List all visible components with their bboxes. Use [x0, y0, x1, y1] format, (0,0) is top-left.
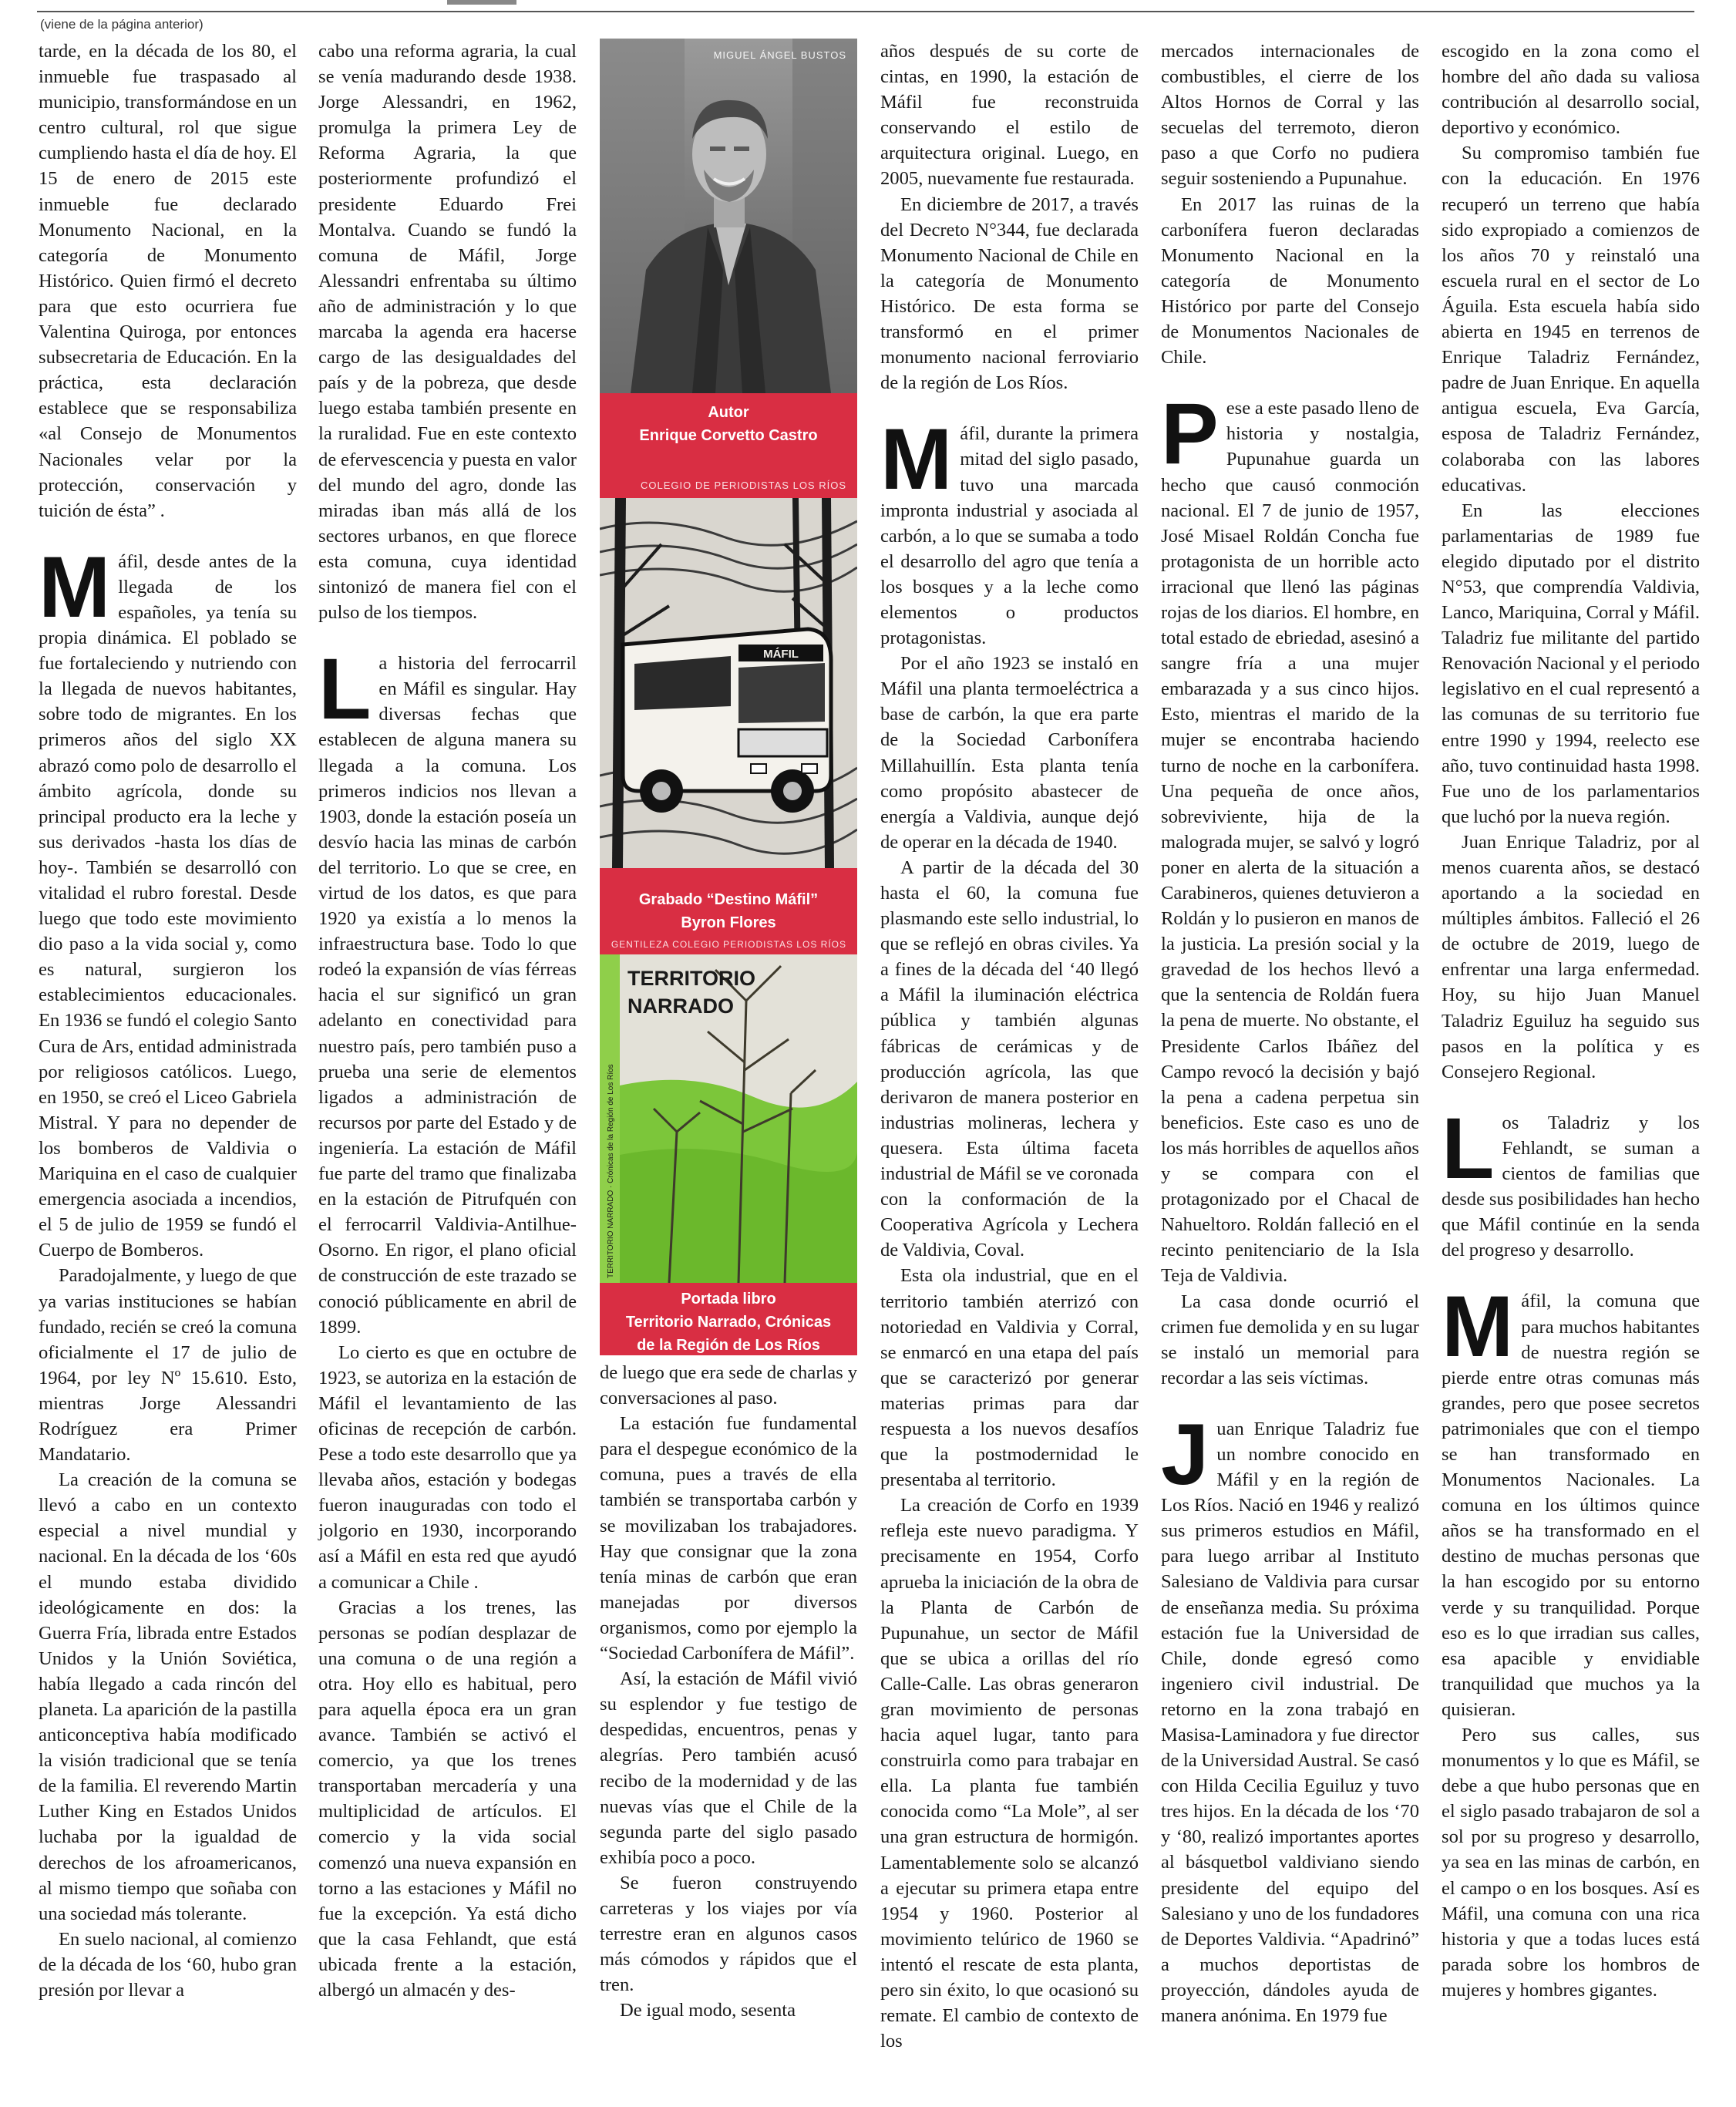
paragraph-text: Se fueron construyendo carreteras y los viajes por vía terrestre eran en algunos casos más cómodos y rápidos que el tren.	[600, 1872, 857, 1996]
paragraph-text: En 2017 las ruinas de la carbonífera fueron declaradas Monumento Nacional en la categoría de Monumento Histórico por parte del Consejo de Monumentos Nacionales de Chile.	[1161, 194, 1419, 369]
image-sidebar	[600, 39, 857, 1355]
book-caption-line-3: de la Región de Los Ríos	[637, 1337, 820, 1354]
paragraph	[1442, 1722, 1700, 2003]
paragraph-text: Así, la estación de Máfil vivió su esplendor y fue testigo de despedidas, encuentros, penas y alegrías. Pero también acusó recibo de la modernidad y de las nuevas vías que el Chile de la segunda parte del siglo pasado exhibía poco a poco.	[600, 1668, 857, 1868]
paragraph-text: Esta ola industrial, que en el territorio también aterrizó con notoriedad en Valdivia y Corral, se enmarcó en una etapa del país que se caracterizó por generar materias primas para dar respuesta a los nuevos desafíos que la postmodernidad le presentaba al territorio.	[880, 1265, 1139, 1491]
drop-cap: M	[1442, 1278, 1514, 1375]
paragraph	[318, 1595, 577, 2004]
paragraph-text: áfil, durante la primera mitad del siglo pasado, tuvo una marcada impronta industrial y asociada al carbón, a lo que se sumaba a todo el desarrollo del agro que tenía a los bosques y a la leche como elementos o productos protagonistas.	[880, 423, 1139, 649]
author-caption-line-1: Autor	[708, 404, 749, 421]
paragraph	[880, 39, 1139, 192]
paragraph-text: De igual modo, sesenta	[620, 2000, 796, 2021]
photo-credit: MIGUEL ÁNGEL BUSTOS	[713, 49, 846, 61]
paragraph	[39, 39, 297, 523]
book-cover	[600, 954, 857, 1283]
paragraph	[600, 1870, 857, 1998]
paragraph-text: ese a este pasado lleno de historia y nostalgia, Pupunahue guarda un hecho que causó conmoción nacional. El 7 de junio de 1957, José Misael Roldán Concha fue protagonista de un horrible acto irracional que llenó las páginas rojas de los diarios. El hombre, en total estado de ebriedad, asesinó a sangre fría a una mujer embarazada y a sus cinco hijos. Esto, mientras el marido de la mujer se encontraba haciendo turno de noche en la carbonífera. Una pequeña de once años, sobreviviente, hija de la malograda mujer, se salvó y logró poner en alerta de la situación a Carabineros, quienes detuvieron a Roldán y lo pusieron en manos de la justicia. La presión social y la gravedad de los hechos llevó a que la sentencia de Roldán fuera la pena de muerte. No obstante, el Presidente Carlos Ibáñez del Campo revocó la decisión y bajó la pena a cadena perpetua sin beneficios. Este caso es uno de los más horribles de aquellos años y se compara con el protagonizado por el Chacal de Nahueltoro. Roldán falleció en el recinto penitenciario de la Isla Teja de Valdivia.	[1161, 398, 1419, 1287]
engraving-caption	[600, 888, 857, 934]
engraving-credit: COLEGIO DE PERIODISTAS LOS RÍOS	[641, 480, 846, 491]
bus-engraving-image	[600, 498, 857, 868]
book-caption-line-2: Territorio Narrado, Crónicas	[625, 1314, 832, 1331]
paragraph	[318, 641, 577, 1340]
paragraph	[39, 538, 297, 1264]
paragraph-text: Gracias a los trenes, las personas se podían desplazar de una comuna o de una región a otra. Hoy ello es habitual, pero para aquella época era un gran avance. También se activó el comercio, ya que los trenes transportaban mercadería y una multiplicidad de artículos. El comercio y la vida social comenzó una nueva expansión en torno a las estaciones y Máfil no fue la excepción. Ya está dicho que la casa Fehlandt, que está ubicada frente a la estación, albergó un almacén y des-	[318, 1597, 577, 2001]
paragraph-text: de luego que era sede de charlas y conversaciones al paso.	[600, 1362, 857, 1409]
paragraph-text: escogido en la zona como el hombre del año dada su valiosa contribución al desarrollo social, deportivo y económico.	[1442, 41, 1700, 139]
paragraph-text: La casa donde ocurrió el crimen fue demolida y en su lugar se instaló un memorial para recordar a las seis víctimas.	[1161, 1291, 1419, 1388]
paragraph-text: Su compromiso también fue con la educación. En 1976 recuperó un terreno que había sido expropiado a comienzos de los años 70 y reinstaló una escuela rural en el sector de Lo Águila. Esta escuela había sido abierta en 1945 en terrenos de Enrique Taladriz Fernández, padre de Juan Enrique. En aquella antigua escuela, Eva García, esposa de Taladriz Fernández, colaboraba con las labores educativas.	[1442, 143, 1700, 496]
paragraph-text: a historia del ferrocarril en Máfil es singular. Hay diversas fechas que establecen de alguna manera su llegada a la comuna. Los primeros indicios nos llevan a 1903, donde la estación poseía un desvío hacia las minas de carbón del territorio. Lo que se cree, en virtud de los datos, es que para 1920 ya existía a lo menos la infraestructura base. Todo lo que rodeó la expansión de vías férreas hacia el sur significó un gran adelanto en conectividad para nuestro país, pero también puso a prueba una serie de elementos ligados a administración de recursos por parte del Estado y de ingeniería. La estación de Máfil fue parte del tramo que finalizaba en la estación de Pitrufquén con el ferrocarril Valdivia-Antilhue-Osorno. En rigor, el plano oficial de construcción de este trazado se conoció públicamente en abril de 1899.	[318, 653, 577, 1338]
drop-cap: L	[318, 641, 372, 738]
book-caption-line-1: Portada libro	[681, 1291, 776, 1308]
book-spine-text: TERRITORIO NARRADO · Crónicas de la Región de Los Ríos	[607, 1064, 615, 1278]
paragraph	[880, 651, 1139, 855]
paragraph-text: cabo una reforma agraria, la cual se venía madurando desde 1938. Jorge Alessandri, en 1962, promulga la primera Ley de Reforma Agraria, la que posteriormente profundizó el presidente Eduardo Frei Montalva. Cuando se fundó la comuna de Máfil, Jorge Alessandri enfrentaba su último año de administración y lo que marcaba la agenda era hacerse cargo de las desigualdades del país y de la pobreza, que desde luego estaba también presente en la ruralidad. Fue en este contexto de efervescencia y puesta en valor del mundo del agro, donde las miradas iban más allá de los sectores urbanos, en que florece esta comuna, cuya identidad sintonizó de manera fiel con el pulso de los tiempos.	[318, 41, 577, 624]
column-6	[1442, 39, 1700, 2003]
author-caption-line-2: Enrique Corvetto Castro	[639, 427, 818, 444]
paragraph	[600, 1360, 857, 1411]
paragraph	[880, 855, 1139, 1264]
book-title-line-1: TERRITORIO	[627, 967, 756, 990]
author-caption	[600, 401, 857, 447]
drop-cap: P	[1161, 385, 1219, 483]
engraving-image	[600, 498, 857, 868]
column-3	[600, 1360, 857, 2023]
book-title-line-2: NARRADO	[627, 995, 734, 1018]
book-caption	[600, 1287, 857, 1357]
bus-sign: MÁFIL	[763, 648, 799, 661]
author-portrait-image	[600, 39, 857, 393]
paragraph	[1442, 498, 1700, 830]
paragraph-text: Pero sus calles, sus monumentos y lo que es Máfil, se debe a que hubo personas que en el siglo pasado trabajaron de sol a sol por su progreso y desarrollo, ya sea en las minas de carbón, en el campo o en los bosques. Así es Máfil, una comuna con una rica historia y que a todas luces está parada sobre los hombros de mujeres y hombres gigantes.	[1442, 1725, 1700, 2001]
paragraph	[1442, 39, 1700, 140]
engraving-caption-line-2: Byron Flores	[681, 914, 776, 931]
author-photo	[600, 39, 857, 393]
book-credit: GENTILEZA COLEGIO PERIODISTAS LOS RÍOS	[611, 939, 846, 950]
paragraph-text: En las elecciones parlamentarias de 1989 fue elegido diputado por el distrito N°53, que comprendía Valdivia, Lanco, Mariquina, Corral y Máfil. Taladriz fue militante del partido Renovación Nacional y el periodo legislativo en el cual representó a las comunas de su territorio fue entre 1990 y 1994, reelecto ese año, tuvo continuidad hasta 1998. Fue uno de los parlamentarios que luchó por la nueva región.	[1442, 500, 1700, 827]
paragraph-text: os Taladriz y los Fehlandt, se suman a cientos de familias que desde sus posibilidades han hecho que Máfil continúe en la senda del progreso y desarrollo.	[1442, 1112, 1700, 1261]
column-4	[880, 39, 1139, 2054]
paragraph-text: A partir de la década del 30 hasta el 60, la comuna fue plasmando este sello industrial, lo que se reflejó en obras civiles. Ya a fines de la década del ‘40 llegó a Máfil la iluminación eléctrica pública y también algunas fábricas de cerámicas y de producción agrícola, las que derivaron de manera posterior en industrias molineras, lechera y quesera. Esta última faceta industrial de Máfil se ve coronada con la conformación de la Cooperativa Agrícola y Lechera de Valdivia, Coval.	[880, 857, 1139, 1261]
book-cover-image	[600, 954, 857, 1283]
paragraph-text: Paradojalmente, y luego de que ya varias instituciones se habían fundado, recién se creó la comuna oficialmente el 17 de julio de 1964, por ley Nº 15.610. Esto, mientras Jorge Alessandri Rodríguez era Primer Mandatario.	[39, 1265, 297, 1466]
top-rule	[37, 11, 1694, 12]
paragraph-text: La creación de Corfo en 1939 refleja este nuevo paradigma. Y precisamente en 1954, Corfo aprueba la iniciación de la obra de la Planta de Carbón de Pupunahue, un sector de Máfil que se ubica a orillas del río Calle-Calle. Las obras generaron gran movimiento de personas hacia aquel lugar, tanto para construirla como para trabajar en ella. La planta fue también conocida como “La Mole”, al ser una gran estructura de hormigón. Lamentablemente solo se alcanzó a ejecutar su primera etapa entre 1954 y 1960. Posterior al movimiento telúrico de 1960 se intentó el rescate de esta planta, pero sin éxito, lo que ocasionó su remate. El cambio de contexto de los	[880, 1495, 1139, 2052]
paragraph	[600, 1411, 857, 1666]
paragraph	[1161, 39, 1419, 192]
paragraph-text: En suelo nacional, al comienzo de la década de los ‘60, hubo gran presión por llevar a	[39, 1928, 297, 2001]
paragraph	[318, 1340, 577, 1595]
drop-cap: L	[1442, 1099, 1495, 1197]
drop-cap: J	[1161, 1405, 1209, 1503]
paragraph	[600, 1998, 857, 2023]
paragraph-text: Lo cierto es que en octubre de 1923, se autoriza en la estación de Máfil el levantamiento de las oficinas de recepción de carbón. Pese a todo este desarrollo que ya llevaba años, estación y bodegas fueron inauguradas con todo el jolgorio en 1930, incorporando así a Máfil en esta red que ayudó a comunicar a Chile .	[318, 1341, 577, 1593]
paragraph	[880, 1263, 1139, 1493]
paragraph	[1161, 192, 1419, 371]
top-rule-tab	[447, 0, 516, 5]
paragraph	[1161, 1289, 1419, 1391]
paragraph-text: años después de su corte de cintas, en 1990, la estación de Máfil fue reconstruida conservando el estilo de arquitectura original. Luego, en 2005, nuevamente fue restaurada.	[880, 41, 1139, 190]
paragraph	[1161, 1405, 1419, 2028]
paragraph	[39, 1263, 297, 1467]
paragraph	[39, 1467, 297, 1927]
paragraph-text: tarde, en la década de los 80, el inmueble fue traspasado al municipio, transformándose en un centro cultural, rol que sigue cumpliendo hasta el día de hoy. El 15 de enero de 2015 este inmueble fue declarado Monumento Nacional, en la categoría de Monumento Histórico. Quien firmó el decreto para que esto ocurriera fue Valentina Quiroga, por entonces subsecretaria de Educación. En la práctica, esta declaración establece que se responsabiliza «al Consejo de Monumentos Nacionales velar por la protección, conservación y tuición de ésta” .	[39, 41, 297, 521]
paragraph-text: Por el año 1923 se instaló en Máfil una planta termoeléctrica a base de carbón, la que era parte de la Sociedad Carbonífera Millahuillín. Esta planta tenía como propósito abastecer de energía a Valdivia, aunque dejó de operar en la década de 1940.	[880, 653, 1139, 853]
paragraph-text: áfil, desde antes de la llegada de los españoles, ya tenía su propia dinámica. El poblado se fue fortaleciendo y nutriendo con la llegada de nuevos habitantes, sobre todo de migrantes. En los primeros años del siglo XX abrazó como polo de desarrollo el ámbito agrícola, donde su principal producto era la leche y sus derivados -hasta los días de hoy-. También se desarrolló con vitalidad el rubro forestal. Desde luego que todo este movimiento dio paso a la vida social y, como es natural, surgieron los establecimientos educacionales. En 1936 se fundó el colegio Santo Cura de Ars, entidad administrada por religiosos católicos. Luego, en 1950, se creó el Liceo Gabriela Mistral. Y para no depender de los bomberos de Valdivia o Mariquina en el caso de cualquier emergencia asociada a incendios, el 5 de julio de 1959 se fundó el Cuerpo de Bomberos.	[39, 550, 297, 1261]
column-2	[318, 39, 577, 2003]
paragraph	[1442, 1278, 1700, 1722]
paragraph	[880, 1493, 1139, 2054]
paragraph	[1442, 140, 1700, 497]
paragraph	[318, 39, 577, 625]
paragraph	[1442, 830, 1700, 1085]
paragraph-text: áfil, la comuna que para muchos habitantes de nuestra región se pierde entre otras comunas más grandes, pero que posee secretos patrimoniales que con el tiempo se han transformado en Monumentos Nacionales. La comuna en los últimos quince años se ha transformado en el destino de muchas personas que la han escogido por su entorno verde y su tranquilidad. Porque eso es lo que irradian sus calles, esa apacible y envidiable tranquilidad que muchos ya la quisieran.	[1442, 1291, 1700, 1720]
paragraph-text: mercados internacionales de combustibles, el cierre de los Altos Hornos de Corral y las secuelas del terremoto, dieron paso a que Corfo no pudiera seguir sosteniendo a Pupunahue.	[1161, 41, 1419, 190]
paragraph-text: La creación de la comuna se llevó a cabo en un contexto especial a nivel mundial y nacional. En la década de los ‘60s el mundo estaba dividido ideológicamente en dos: la Guerra Fría, librada entre Estados Unidos y la Unión Soviética, había llegado a cada rincón del planeta. La aparición de la pastilla anticonceptiva había modificado la visión tradicional que se tenía de la familia. El reverendo Martin Luther King en Estados Unidos luchaba por la igualdad de derechos de los afroamericanos, al mismo tiempo que soñaba con una sociedad más tolerante.	[39, 1469, 297, 1924]
column-5	[1161, 39, 1419, 2028]
paragraph	[1442, 1099, 1700, 1264]
paragraph	[880, 192, 1139, 396]
paragraph-text: uan Enrique Taladriz fue un nombre conocido en Máfil y en la región de Los Ríos. Nació en 1946 y realizó sus primeros estudios en Máfil, para luego arribar al Instituto Salesiano de Valdivia para cursar de enseñanza media. Su próxima estación fue la Universidad de Chile, donde egresó como ingeniero civil industrial. De retorno en la zona trabajó en Masisa-Laminadora y fue director de la Universidad Austral. Se casó con Hilda Cecilia Eguiluz y tuvo tres hijos. En la década de los ‘70 y ‘80, realizó importantes aportes al básquetbol valdiviano siendo presidente del equipo del Salesiano y uno de los fundadores de Deportes Valdivia. “Apadrinó” a muchos deportistas de proyección, dándoles ayuda de manera anónima. En 1979 fue	[1161, 1418, 1419, 2027]
paragraph	[39, 1927, 297, 2003]
drop-cap: M	[880, 411, 953, 508]
paragraph-text: La estación fue fundamental para el despegue económico de la comuna, pues a través de ella también se transportaba carbón y se movilizaban los trabajadores. Hay que consignar que la zona tenía minas de carbón que eran manejadas por diversos organismos, como por ejemplo la “Sociedad Carbonífera de Máfil”.	[600, 1413, 857, 1664]
paragraph	[1161, 385, 1419, 1288]
continued-note: (viene de la página anterior)	[40, 17, 204, 32]
column-1	[39, 39, 297, 2003]
paragraph-text: En diciembre de 2017, a través del Decreto N°344, fue declarada Monumento Nacional de Chile en la categoría de Monumento Histórico. De esta forma se transformó en el primer monumento nacional ferroviario de la región de Los Ríos.	[880, 194, 1139, 394]
paragraph	[600, 1666, 857, 1870]
engraving-caption-line-1: Grabado “Destino Máfil”	[638, 891, 819, 908]
drop-cap: M	[39, 538, 111, 635]
paragraph	[880, 411, 1139, 651]
paragraph-text: Juan Enrique Taladriz, por al menos cuarenta años, se destacó aportando a la sociedad en múltiples ámbitos. Falleció el 26 de octubre de 2019, luego de enfrentar una larga enfermedad. Hoy, su hijo Juan Manuel Taladriz Eguiluz ha seguido sus pasos en la política y es Consejero Regional.	[1442, 831, 1700, 1082]
